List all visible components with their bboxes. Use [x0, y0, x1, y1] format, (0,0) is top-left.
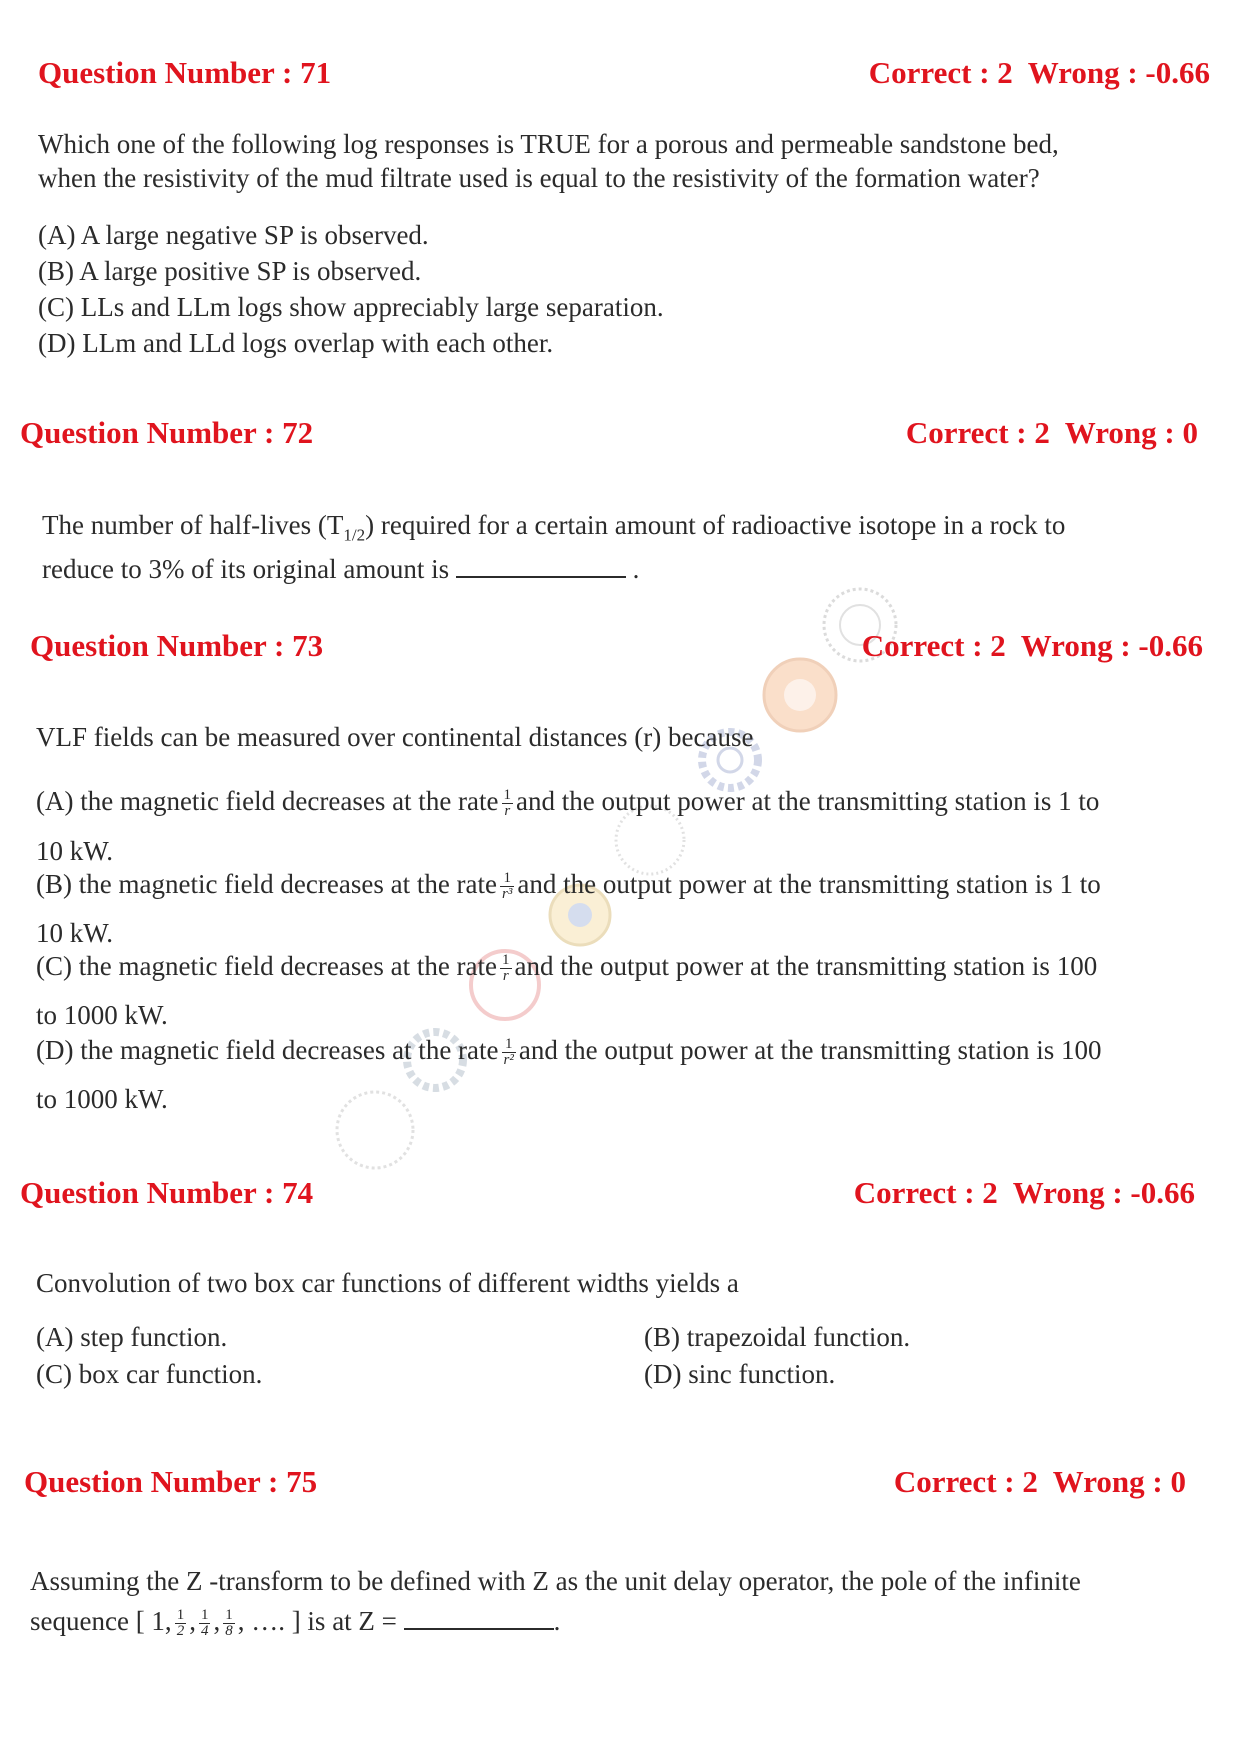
question-header — [0, 628, 1240, 668]
option-a[interactable]: (A) A large negative SP is observed. — [38, 220, 429, 250]
option-c[interactable]: (C) box car function. — [36, 1359, 263, 1389]
stem-line: reduce to 3% of its original amount is . — [42, 554, 640, 585]
marking-scheme — [906, 415, 1198, 451]
stem-line: Which one of the following log responses is TRUE for a porous and permeable sandstone bed, — [38, 129, 1059, 159]
fraction: $\frac{1}{\text{r³}}$ — [502, 870, 513, 903]
wrong-marks: Wrong : 0 — [1064, 415, 1198, 450]
option-c-continued: to 1000 kW. — [36, 1000, 168, 1030]
answer-blank[interactable] — [456, 572, 626, 578]
marking-scheme — [894, 1464, 1186, 1500]
fraction: $\frac{1}{4}$ — [200, 1607, 209, 1640]
question-header — [0, 1175, 1240, 1215]
option-a[interactable]: (A) the magnetic field decreases at the rate $\frac{1}{r}$ and the output power at the transmitting station is 1 to — [36, 786, 1100, 820]
correct-marks: Correct : 2 — [861, 628, 1006, 663]
option-a[interactable]: (A) step function. — [36, 1322, 228, 1352]
wrong-marks: Wrong : -0.66 — [1020, 628, 1203, 663]
marking-scheme — [869, 55, 1210, 91]
stem-line: when the resistivity of the mud filtrate used is equal to the resistivity of the formation water? — [38, 163, 1040, 193]
question-number: Question Number : 71 — [38, 55, 332, 90]
sequence-line: sequence [ 1, $\frac{1}{2}$ , $\frac{1}{4}$ , $\frac{1}{8}$ , …. ] is at Z = . — [30, 1606, 561, 1640]
option-d-continued: to 1000 kW. — [36, 1084, 168, 1114]
correct-marks: Correct : 2 — [905, 415, 1050, 450]
fraction: $\frac{1}{r}$ — [503, 787, 512, 820]
wrong-marks: Wrong : -0.66 — [1027, 55, 1210, 90]
question-number: Question Number : 75 — [24, 1464, 318, 1499]
wrong-marks: Wrong : 0 — [1052, 1464, 1186, 1499]
stem-line: The number of half-lives $(T_{1/2})$ required for a certain amount of radioactive isotope in a rock to — [42, 510, 1066, 545]
question-header — [0, 1464, 1240, 1504]
fraction: $\frac{1}{2}$ — [176, 1607, 185, 1640]
fraction: $\frac{1}{8}$ — [225, 1607, 233, 1640]
subscript: 1/2 — [343, 525, 366, 545]
question-stem: VLF fields can be measured over continental distances (r) because — [36, 722, 754, 752]
question-header — [0, 415, 1240, 455]
watermark-seal-icon — [330, 1085, 420, 1175]
option-d[interactable]: (D) sinc function. — [644, 1359, 836, 1389]
option-c[interactable]: (C) the magnetic field decreases at the rate $\frac{1}{r}$ and the output power at the transmitting station is 100 — [36, 951, 1098, 985]
correct-marks: Correct : 2 — [868, 55, 1013, 90]
option-b[interactable]: (B) the magnetic field decreases at the rate $\frac{1}{\text{r³}}$ and the output power at the transmitting station is 1 to — [36, 869, 1101, 903]
question-number: Question Number : 74 — [20, 1175, 314, 1210]
question-stem — [38, 127, 1059, 195]
answer-blank[interactable] — [404, 1624, 554, 1630]
correct-marks: Correct : 2 — [853, 1175, 998, 1210]
option-c[interactable]: (C) LLs and LLm logs show appreciably large separation. — [38, 292, 664, 322]
question-number: Question Number : 72 — [20, 415, 314, 450]
option-d[interactable]: (D) the magnetic field decreases at the rate $\frac{1}{\text{r²}}$ and the output power at the transmitting station is 100 — [36, 1035, 1102, 1069]
question-stem: Assuming the Z -transform to be defined with Z as the unit delay operator, the pole of the infinite — [30, 1566, 1081, 1596]
fraction: $\frac{1}{\text{r²}}$ — [503, 1036, 514, 1069]
question-header — [0, 55, 1240, 95]
fraction: $\frac{1}{r}$ — [502, 952, 510, 985]
question-number: Question Number : 73 — [30, 628, 324, 663]
option-b-continued: 10 kW. — [36, 918, 114, 948]
option-d[interactable]: (D) LLm and LLd logs overlap with each other. — [38, 328, 554, 358]
question-stem — [42, 508, 1065, 586]
answer-options — [38, 217, 664, 361]
correct-marks: Correct : 2 — [893, 1464, 1038, 1499]
option-a-continued: 10 kW. — [36, 836, 114, 866]
option-b[interactable]: (B) trapezoidal function. — [644, 1322, 911, 1352]
marking-scheme — [854, 1175, 1195, 1211]
marking-scheme — [862, 628, 1203, 664]
question-stem: Convolution of two box car functions of different widths yields a — [36, 1268, 739, 1298]
wrong-marks: Wrong : -0.66 — [1012, 1175, 1195, 1210]
option-b[interactable]: (B) A large positive SP is observed. — [38, 256, 422, 286]
